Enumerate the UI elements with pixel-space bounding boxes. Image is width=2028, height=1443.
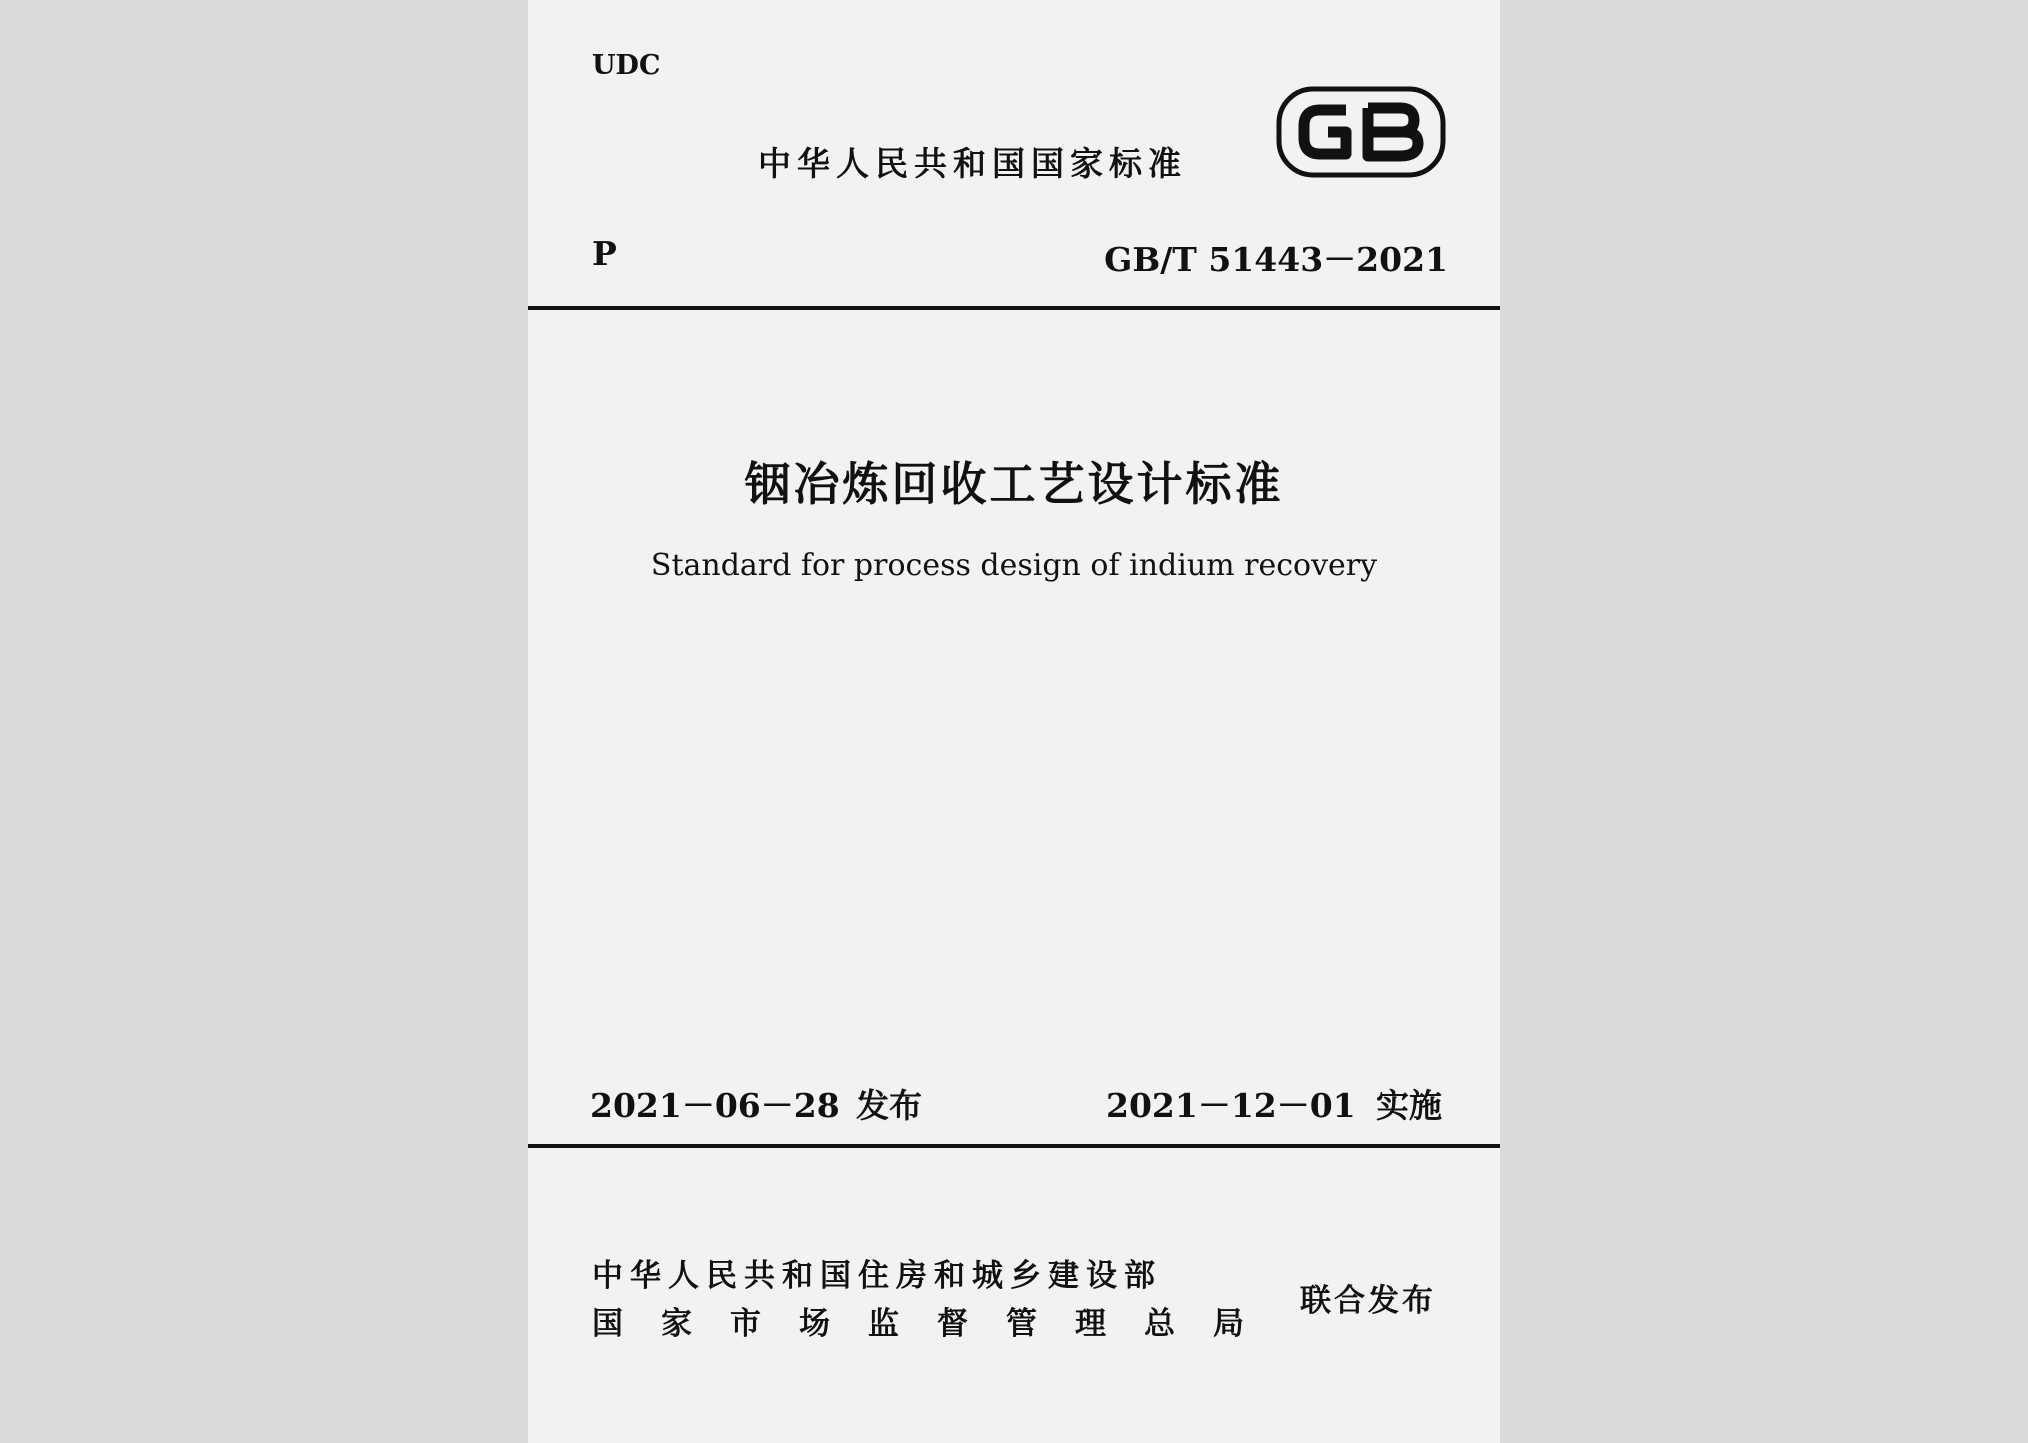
udc-label: UDC xyxy=(592,50,661,81)
publisher-line-1: 中华人民共和国住房和城乡建设部 xyxy=(592,1258,1162,1294)
top-divider xyxy=(528,306,1500,310)
standard-number: GB/T 51443－2021 xyxy=(1104,240,1448,279)
national-standard-heading: 中华人民共和国国家标准 xyxy=(758,144,1187,183)
issue-date: 2021－06－28 xyxy=(590,1086,840,1125)
title-english: Standard for process design of indium recovery xyxy=(650,548,1378,583)
joint-publish-label: 联合发布 xyxy=(1300,1283,1436,1319)
issue-label: 发布 xyxy=(856,1086,922,1125)
implementation-date: 2021－12－01 xyxy=(1106,1086,1356,1125)
gb-logo xyxy=(1276,86,1446,182)
bottom-divider xyxy=(528,1144,1500,1148)
publisher-line-2: 国家市场监督管理总局 xyxy=(592,1306,1282,1342)
implementation-label: 实施 xyxy=(1376,1086,1442,1125)
category-code: P xyxy=(592,234,617,273)
title-chinese: 铟冶炼回收工艺设计标准 xyxy=(744,457,1284,511)
standard-cover-page xyxy=(528,0,1500,1443)
